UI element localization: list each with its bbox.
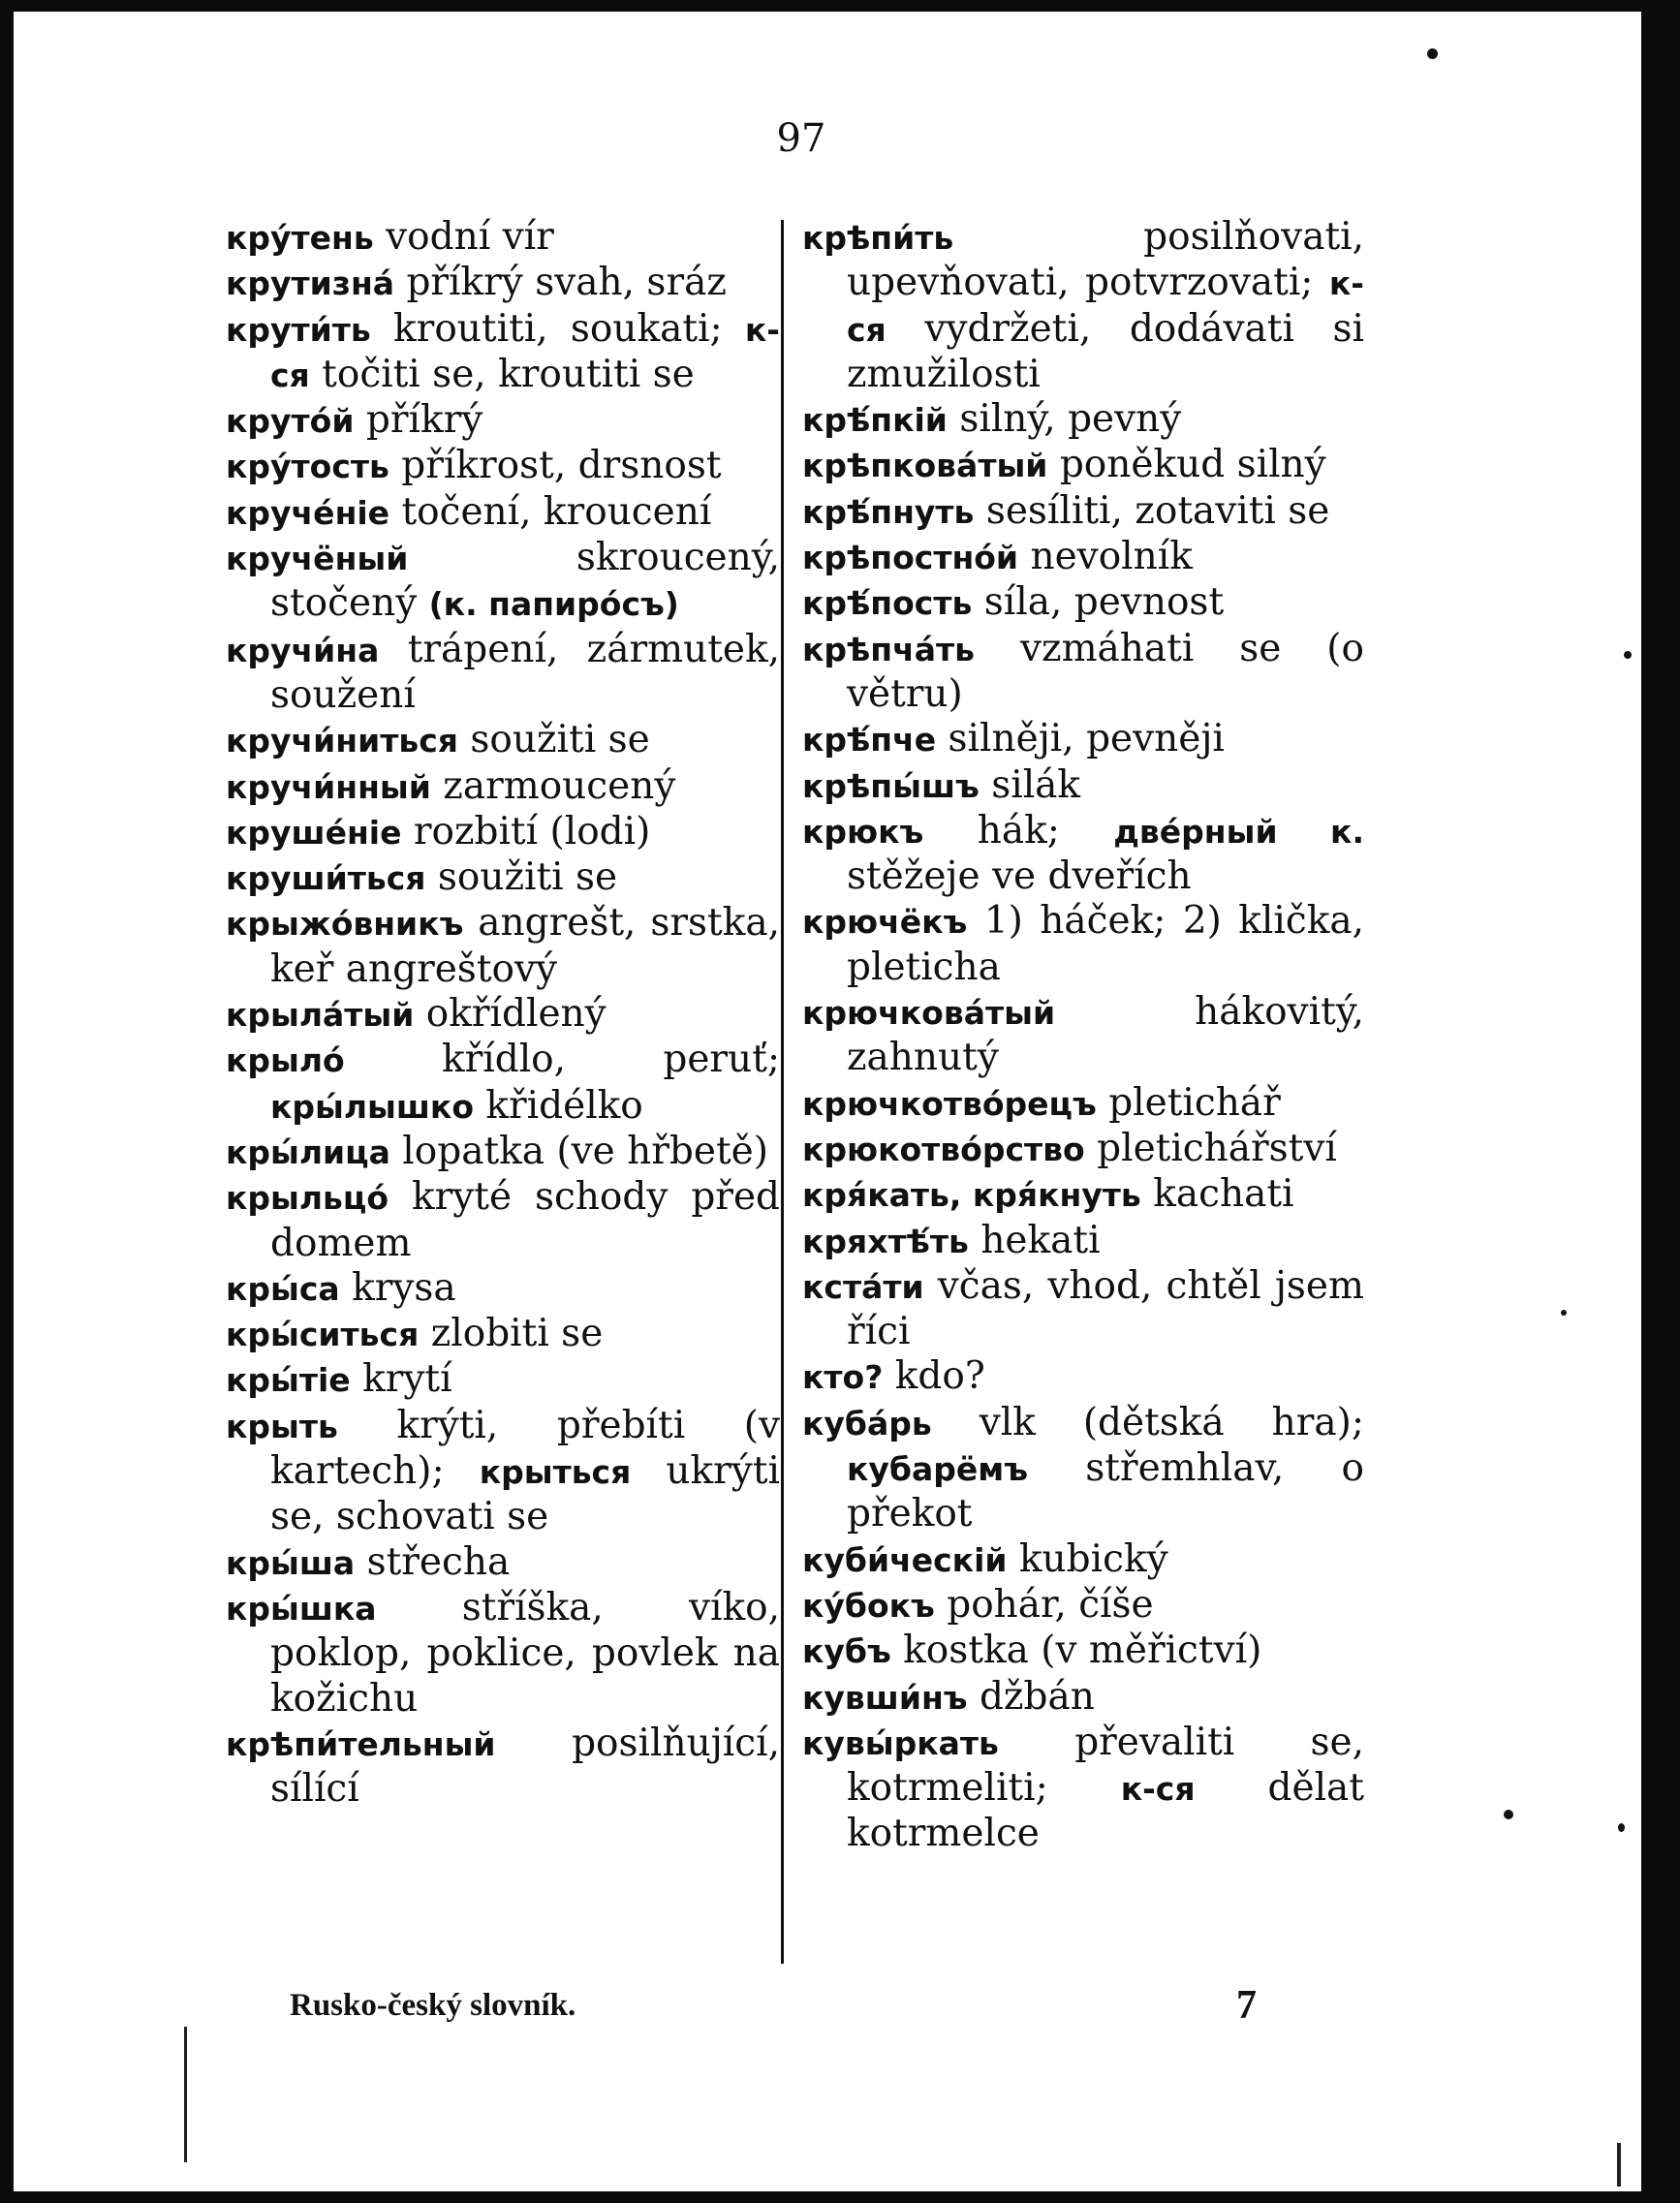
dictionary-entry xyxy=(802,1264,1364,1355)
translation: zarmoucený xyxy=(443,763,676,808)
translation: střecha xyxy=(366,1539,511,1584)
dictionary-entry xyxy=(226,490,780,536)
sub-translation: dělat kotrmelce xyxy=(847,1766,1364,1856)
scan-edge-mark xyxy=(184,2027,187,2162)
sub-headword: две́рный к. xyxy=(1113,812,1364,851)
headword: крѣпостно́й xyxy=(802,539,1019,577)
dictionary-entry xyxy=(802,809,1364,900)
translation: silák xyxy=(991,762,1081,807)
dictionary-entry xyxy=(226,444,780,489)
headword: куби́ческiй xyxy=(802,1540,1008,1579)
headword: крыла́тый xyxy=(226,996,415,1035)
dictionary-entry xyxy=(226,1130,780,1175)
headword: круче́нiе xyxy=(226,493,390,532)
translation: kryté schody před domem xyxy=(270,1175,780,1265)
translation: poněkud silný xyxy=(1059,443,1326,487)
headword: крючкова́тый xyxy=(802,994,1056,1033)
scan-speck xyxy=(1427,48,1438,59)
translation: posilňující, sílící xyxy=(270,1721,780,1812)
dictionary-entry xyxy=(802,1401,1364,1537)
scan-edge-mark xyxy=(1617,2143,1621,2187)
headword: крѣпкова́тый xyxy=(802,447,1048,485)
dictionary-entry xyxy=(802,1354,1364,1400)
headword: крыжо́вникъ xyxy=(226,905,464,944)
headword: крыть xyxy=(226,1407,338,1445)
headword: крѣ́пость xyxy=(802,584,973,623)
dictionary-entry xyxy=(802,1629,1364,1674)
dictionary-entry xyxy=(226,536,780,628)
page-number: 97 xyxy=(776,116,826,161)
dictionary-entry xyxy=(226,992,780,1038)
dictionary-entry xyxy=(226,215,780,261)
dictionary-entry xyxy=(226,1175,780,1266)
headword: кры́шка xyxy=(226,1589,377,1628)
translation: zlobiti se xyxy=(430,1312,604,1356)
translation: kroutiti, soukati; xyxy=(393,306,723,351)
headword: кряхтѣ́ть xyxy=(802,1222,969,1260)
translation: vodní vír xyxy=(386,215,554,259)
sub-headword: кубарёмъ xyxy=(847,1450,1028,1489)
sub-translation: ukrýti se, schovati se xyxy=(270,1449,780,1539)
dictionary-entry xyxy=(226,1722,780,1813)
translation: posilňovati, upevňovati, potvrzovati; xyxy=(847,215,1364,305)
headword: кру́тень xyxy=(226,219,374,257)
dictionary-entry xyxy=(802,1675,1364,1721)
scan-speck xyxy=(1504,1810,1513,1819)
translation: kdo? xyxy=(894,1354,985,1399)
translation: kachati xyxy=(1153,1172,1294,1217)
dictionary-entry xyxy=(802,990,1364,1081)
dictionary-entry xyxy=(226,764,780,810)
dictionary-entry xyxy=(226,1266,780,1312)
dictionary-page xyxy=(14,12,1641,2191)
dictionary-entry xyxy=(802,1583,1364,1629)
translation: stříška, víko, poklop, poklice, povlek na kožichu xyxy=(270,1585,780,1721)
headword: крюкъ xyxy=(802,812,924,851)
dictionary-entry xyxy=(226,1404,780,1540)
dictionary-entry xyxy=(226,1038,780,1130)
dictionary-entry xyxy=(226,1586,780,1722)
headword: кры́са xyxy=(226,1269,340,1308)
sub-translation: křidélko xyxy=(485,1083,643,1128)
sub-translation: vydržeti, dodávati si zmužilosti xyxy=(847,306,1364,396)
headword: кубъ xyxy=(802,1632,891,1671)
translation: hákovitý, zahnutý xyxy=(847,990,1364,1080)
scan-speck xyxy=(1561,1310,1567,1316)
translation: lopatka (ve hřbetě) xyxy=(402,1129,768,1173)
translation: džbán xyxy=(979,1674,1095,1719)
headword: кря́кать, кря́кнуть xyxy=(802,1176,1141,1215)
headword: кры́ша xyxy=(226,1543,356,1582)
headword: круши́ться xyxy=(226,859,426,898)
headword: крѣпи́тельный xyxy=(226,1724,496,1763)
dictionary-entry xyxy=(802,1537,1364,1583)
headword: крючёкъ xyxy=(802,903,968,942)
dictionary-entry xyxy=(802,717,1364,762)
headword: крѣ́пче xyxy=(802,721,937,760)
dictionary-entry xyxy=(226,855,780,901)
dictionary-entry xyxy=(226,628,780,719)
translation: pletichář xyxy=(1108,1080,1281,1125)
translation: pletichářství xyxy=(1097,1126,1337,1170)
translation: včas, vhod, chtěl jsem říci xyxy=(847,1263,1364,1354)
translation: okřídlený xyxy=(425,992,607,1037)
headword: крѣпча́ть xyxy=(802,630,976,668)
translation: angrešt, srstka, keř angreštový xyxy=(270,901,780,991)
translation: sesíliti, zotaviti se xyxy=(985,488,1330,533)
dictionary-entry xyxy=(802,1081,1364,1127)
dictionary-entry xyxy=(802,1219,1364,1264)
translation: pohár, číše xyxy=(947,1582,1154,1627)
footer-title: Rusko-český slovník. xyxy=(290,1988,576,2023)
translation: krytí xyxy=(362,1357,452,1402)
translation: skroucený, stočený xyxy=(270,536,780,626)
translation: příkrý svah, sráz xyxy=(406,261,727,305)
headword: кры́лица xyxy=(226,1133,390,1171)
headword: крюкотво́рство xyxy=(802,1130,1085,1168)
dictionary-entry xyxy=(226,1357,780,1403)
sub-headword: крыться xyxy=(479,1453,632,1492)
translation: nevolník xyxy=(1030,535,1193,579)
headword: кручи́ниться xyxy=(226,722,458,760)
dictionary-entry xyxy=(226,901,780,992)
translation: hekati xyxy=(980,1218,1101,1262)
dictionary-entry xyxy=(802,580,1364,626)
headword: кры́ситься xyxy=(226,1316,420,1354)
headword: крѣпы́шъ xyxy=(802,766,980,805)
headword: крутизна́ xyxy=(226,264,395,303)
translation: kostka (v měřictví) xyxy=(903,1629,1262,1673)
headword: кры́тiе xyxy=(226,1361,351,1400)
dictionary-entry xyxy=(802,489,1364,535)
headword: круше́нiе xyxy=(226,813,402,852)
dictionary-entry xyxy=(802,1127,1364,1172)
column-divider xyxy=(781,220,784,1964)
headword: кру́тость xyxy=(226,448,389,486)
sub-headword: к-ся xyxy=(1120,1770,1196,1809)
dictionary-entry xyxy=(802,535,1364,580)
translation: silněji, pevněji xyxy=(948,717,1225,761)
translation: převaliti se, kotrmeliti; xyxy=(847,1720,1364,1811)
headword: кручи́нный xyxy=(226,767,431,806)
translation: točení, kroucení xyxy=(401,489,712,534)
dictionary-entry xyxy=(802,1721,1364,1857)
left-column xyxy=(226,215,780,1812)
dictionary-entry xyxy=(802,397,1364,443)
translation: příkrý xyxy=(365,398,483,443)
dictionary-entry xyxy=(226,718,780,763)
translation: soužiti se xyxy=(470,718,650,762)
translation: příkrost, drsnost xyxy=(401,444,722,488)
headword: кста́ти xyxy=(802,1267,924,1306)
signature-mark: 7 xyxy=(1236,1983,1257,2028)
translation: vlk (dětská hra); xyxy=(979,1400,1364,1444)
dictionary-entry xyxy=(802,763,1364,809)
right-column xyxy=(802,215,1364,1857)
headword: кувы́ркать xyxy=(802,1723,999,1762)
translation: trápení, zármutek, soužení xyxy=(270,627,780,717)
headword: крючкотво́рецъ xyxy=(802,1084,1097,1123)
headword: крѣпи́ть xyxy=(802,219,954,257)
dictionary-entry xyxy=(802,1172,1364,1218)
sub-headword: (к. папиро́съ) xyxy=(428,585,679,624)
dictionary-entry xyxy=(226,1312,780,1357)
headword: круто́й xyxy=(226,402,355,441)
dictionary-entry xyxy=(802,215,1364,397)
dictionary-entry xyxy=(226,1540,780,1586)
headword: крыло́ xyxy=(226,1041,345,1080)
dictionary-entry xyxy=(226,307,780,399)
dictionary-entry xyxy=(226,810,780,855)
headword: куба́рь xyxy=(802,1404,932,1443)
translation: krýti, přebíti (v kartech); xyxy=(270,1403,780,1494)
dictionary-entry xyxy=(802,443,1364,488)
headword: кручёный xyxy=(226,540,409,578)
translation: soužiti se xyxy=(437,855,618,900)
headword: крути́ть xyxy=(226,310,371,349)
translation: silný, pevný xyxy=(959,397,1182,442)
dictionary-entry xyxy=(226,398,780,444)
translation: křídlo, peruť; xyxy=(442,1038,780,1082)
headword: крѣ́пкiй xyxy=(802,401,948,440)
headword: кто? xyxy=(802,1358,884,1397)
sub-headword: к-ся xyxy=(847,264,1364,349)
scan-speck xyxy=(1624,651,1632,659)
translation: vzmáhati se (o větru) xyxy=(847,626,1364,716)
headword: ку́бокъ xyxy=(802,1586,935,1625)
sub-translation: střemhlav, o překot xyxy=(847,1446,1364,1536)
headword: крѣ́пнуть xyxy=(802,492,975,531)
sub-translation: stěžeje ve dveřích xyxy=(847,854,1192,899)
dictionary-entry xyxy=(226,261,780,306)
scan-speck xyxy=(1618,1823,1625,1832)
translation: kubický xyxy=(1018,1536,1168,1581)
sub-headword: кры́лышко xyxy=(270,1087,474,1126)
dictionary-entry xyxy=(802,899,1364,990)
translation: rozbití (lodi) xyxy=(413,809,651,853)
translation: síla, pevnost xyxy=(983,580,1225,625)
translation: 1) háček; 2) klička, pleticha xyxy=(847,899,1365,989)
sub-translation: točiti se, kroutiti se xyxy=(322,352,695,396)
headword: кручи́на xyxy=(226,631,380,669)
translation: krysa xyxy=(352,1265,456,1310)
dictionary-entry xyxy=(802,627,1364,718)
headword: крыльцо́ xyxy=(226,1179,389,1218)
headword: кувши́нъ xyxy=(802,1678,968,1717)
sub-headword: к-ся xyxy=(270,310,780,394)
translation: hák; xyxy=(977,808,1060,853)
